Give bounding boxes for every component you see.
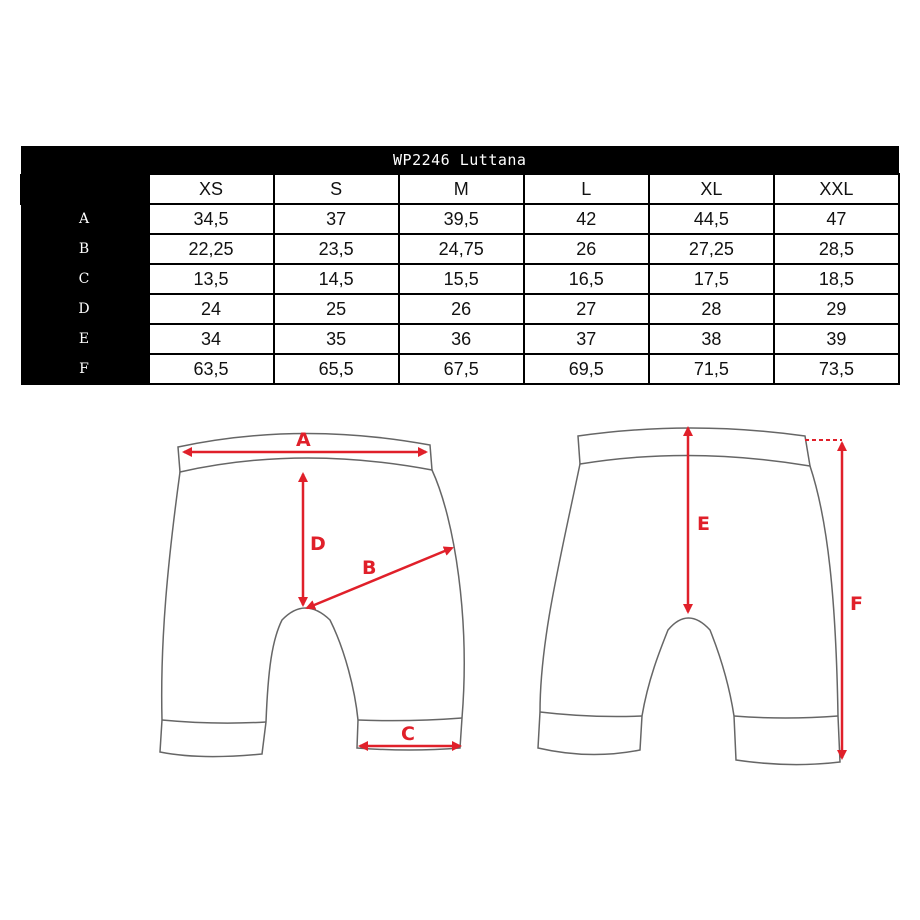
table-cell: 18,5 [774, 264, 899, 294]
size-header-xxl: XXL [774, 174, 899, 204]
label-d: D [310, 533, 326, 555]
table-cell: 26 [399, 294, 524, 324]
table-cell: 38 [649, 324, 774, 354]
table-title-row [21, 146, 900, 174]
table-cell: 42 [524, 204, 649, 234]
row-label: A [21, 204, 149, 234]
measure-d-arrow [303, 474, 326, 605]
table-cell: 28 [649, 294, 774, 324]
size-header-xs: XS [149, 174, 274, 204]
label-e: E [697, 513, 710, 535]
table-cell: 67,5 [399, 354, 524, 384]
table-cell: 22,25 [149, 234, 274, 264]
table-cell: 24,75 [399, 234, 524, 264]
label-b: B [362, 557, 377, 579]
header-corner [21, 174, 149, 204]
table-cell: 73,5 [774, 354, 899, 384]
row-label: B [21, 234, 149, 264]
label-c: C [401, 723, 415, 745]
table-row-c [21, 264, 900, 294]
table-row-f [21, 354, 900, 384]
table-row-a [21, 204, 900, 234]
size-chart-table [20, 146, 900, 385]
shorts-front-outline [160, 433, 464, 756]
row-label: F [21, 354, 149, 384]
table-cell: 28,5 [774, 234, 899, 264]
table-row-e [21, 324, 900, 354]
table-cell: 26 [524, 234, 649, 264]
table-cell: 23,5 [274, 234, 399, 264]
table-cell: 34,5 [149, 204, 274, 234]
label-a: A [296, 429, 311, 451]
size-header-xl: XL [649, 174, 774, 204]
size-header-m: M [399, 174, 524, 204]
table-cell: 25 [274, 294, 399, 324]
table-cell: 39,5 [399, 204, 524, 234]
table-cell: 36 [399, 324, 524, 354]
table-cell: 34 [149, 324, 274, 354]
row-label: C [21, 264, 149, 294]
measure-b-arrow [307, 548, 452, 608]
table-cell: 15,5 [399, 264, 524, 294]
table-cell: 17,5 [649, 264, 774, 294]
table-cell: 69,5 [524, 354, 649, 384]
table-cell: 47 [774, 204, 899, 234]
table-cell: 39 [774, 324, 899, 354]
table-cell: 14,5 [274, 264, 399, 294]
table-cell: 13,5 [149, 264, 274, 294]
table-row-b [21, 234, 900, 264]
row-label: E [21, 324, 149, 354]
size-header-l: L [524, 174, 649, 204]
row-label: D [21, 294, 149, 324]
table-cell: 71,5 [649, 354, 774, 384]
table-cell: 37 [274, 204, 399, 234]
measurement-diagram [0, 420, 920, 780]
table-cell: 29 [774, 294, 899, 324]
size-header-s: S [274, 174, 399, 204]
table-cell: 24 [149, 294, 274, 324]
table-cell: 37 [524, 324, 649, 354]
measure-f-arrow [805, 440, 863, 758]
table-cell: 44,5 [649, 204, 774, 234]
table-cell: 35 [274, 324, 399, 354]
measure-c-arrow [360, 723, 460, 746]
table-row-d [21, 294, 900, 324]
table-cell: 65,5 [274, 354, 399, 384]
table-title: WP2246 Luttana [21, 146, 900, 174]
table-cell: 16,5 [524, 264, 649, 294]
table-cell: 27,25 [649, 234, 774, 264]
measure-a-arrow [184, 429, 426, 452]
size-header-row [21, 174, 900, 204]
table-cell: 63,5 [149, 354, 274, 384]
table-cell: 27 [524, 294, 649, 324]
label-f: F [850, 593, 863, 615]
